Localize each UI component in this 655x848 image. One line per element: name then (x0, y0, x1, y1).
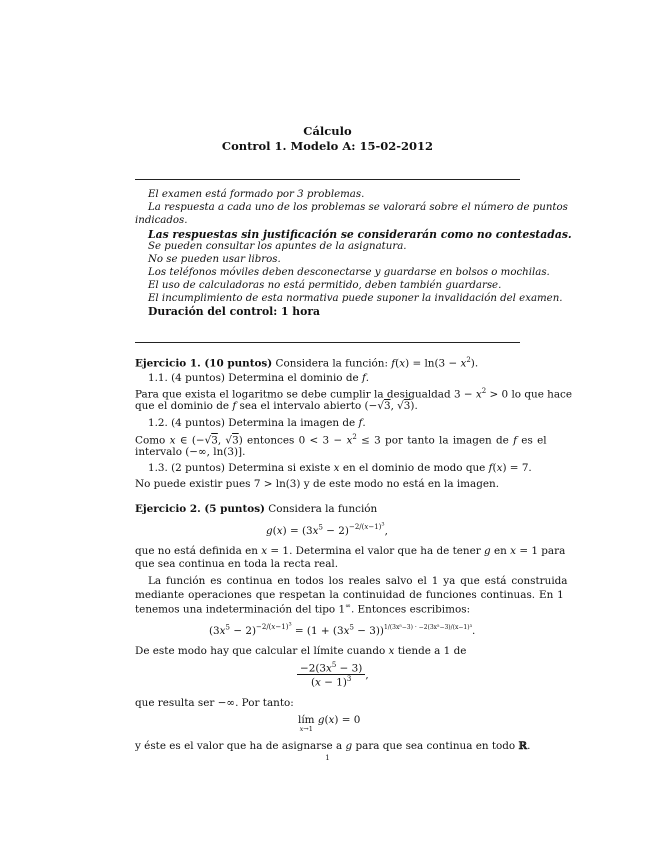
ex2-paragraph-1: que no está definida en x = 1. Determina el valor que ha de tener g en x = 1 para (135, 545, 566, 557)
ex2-paragraph-2: La función es continua en todos los reales salvo el 1 ya que está construida (148, 575, 568, 587)
ex1-answer-3: No puede existir pues 7 > ln(3) y de este modo no está en la imagen. (135, 478, 500, 490)
ex1-answer-1: Para que exista el logaritmo se debe cumplir la desigualdad $3 - x^2 > 0$ lo que hace (135, 387, 573, 401)
ex2-function: $g(x) = (3x^5 - 2)^{-2/(x-1)^3}$, (266, 522, 388, 537)
ex2-paragraph-1-cont: que sea continua en toda la recta real. (135, 558, 339, 570)
ex2-paragraph-3: De este modo hay que calcular el límite cuando x tiende a 1 de (135, 645, 467, 657)
ex2-paragraph-2-cont: mediante operaciones que respetan la continuidad de funciones continuas. En 1 (135, 589, 564, 601)
ex1-title: Ejercicio 1. (10 puntos) (135, 357, 273, 370)
ex1-heading: Ejercicio 1. (10 puntos) Considera la función: $f(x) = \ln(3 - x^2)$. (135, 356, 479, 370)
instruction-line: El incumplimiento de esta normativa puede suponer la invalidación del examen. (148, 293, 563, 304)
instruction-line: Se pueden consultar los apuntes de la asignatura. (148, 241, 407, 252)
instruction-line: indicados. (135, 215, 188, 226)
ex2-fraction: $\frac{-2(3x^5 - 3)}{(x - 1)^3}$ , (297, 661, 369, 689)
ex1-answer-2: Como x ∈ (−√3, √3) entonces $0 < 3 - x^2 \le 3$ por tanto la imagen de f es el (135, 433, 547, 447)
instruction-line: El examen está formado por 3 problemas. (148, 189, 365, 200)
ex1-question-3: 1.3. (2 puntos) Determina si existe x en el dominio de modo que f(x) = 7. (148, 462, 532, 474)
ex2-equation-rewrite: $(3x^5 - 2)^{-2/(x-1)^3} = (1 + (3x^5 - 3))^{1/(3x^5-3) \cdot -2(3x^5-3)/(x-1)^3}$. (209, 622, 476, 637)
duration: Duración del control: 1 hora (148, 305, 321, 318)
instruction-line: La respuesta a cada uno de los problemas se valorará sobre el número de puntos (148, 202, 568, 213)
ex2-paragraph-4: que resulta ser −∞. Por tanto: (135, 697, 294, 709)
ex2-paragraph-2-end: tenemos una indeterminación del tipo 1∞. Entonces escribimos: (135, 602, 471, 616)
ex2-limit: lím $^{x\to 1}$ g(x) = 0 (298, 714, 361, 733)
ex1-question-1: 1.1. (4 puntos) Determina el dominio de f. (148, 372, 370, 384)
ex1-answer-2-cont: intervalo (−∞, ln(3)]. (135, 446, 246, 458)
instruction-line: El uso de calculadoras no está permitido, deben también guardarse. (148, 280, 502, 291)
ex1-answer-1-cont: que el dominio de f sea el intervalo abierto (−√3, √3). (135, 400, 418, 412)
page-number: 1 (325, 754, 330, 762)
ex2-paragraph-5: y éste es el valor que ha de asignarse a g para que sea continua en todo ℝ. (135, 740, 531, 752)
course-title: Cálculo (303, 124, 352, 138)
ex2-title: Ejercicio 2. (5 puntos) (135, 503, 265, 515)
exam-subtitle: Control 1. Modelo A: 15-02-2012 (221, 139, 434, 153)
ex1-question-2: 1.2. (4 puntos) Determina la imagen de f. (148, 417, 366, 429)
instruction-line: No se pueden usar libros. (148, 254, 281, 265)
ex2-heading: Ejercicio 2. (5 puntos) Considera la función (135, 503, 378, 515)
top-divider (135, 179, 520, 180)
instruction-line: Los teléfonos móviles deben desconectarse y guardarse en bolsos o mochilas. (148, 267, 550, 278)
instruction-line-bold: Las respuestas sin justificación se considerarán como no contestadas. (148, 228, 572, 241)
bottom-divider (135, 342, 520, 343)
